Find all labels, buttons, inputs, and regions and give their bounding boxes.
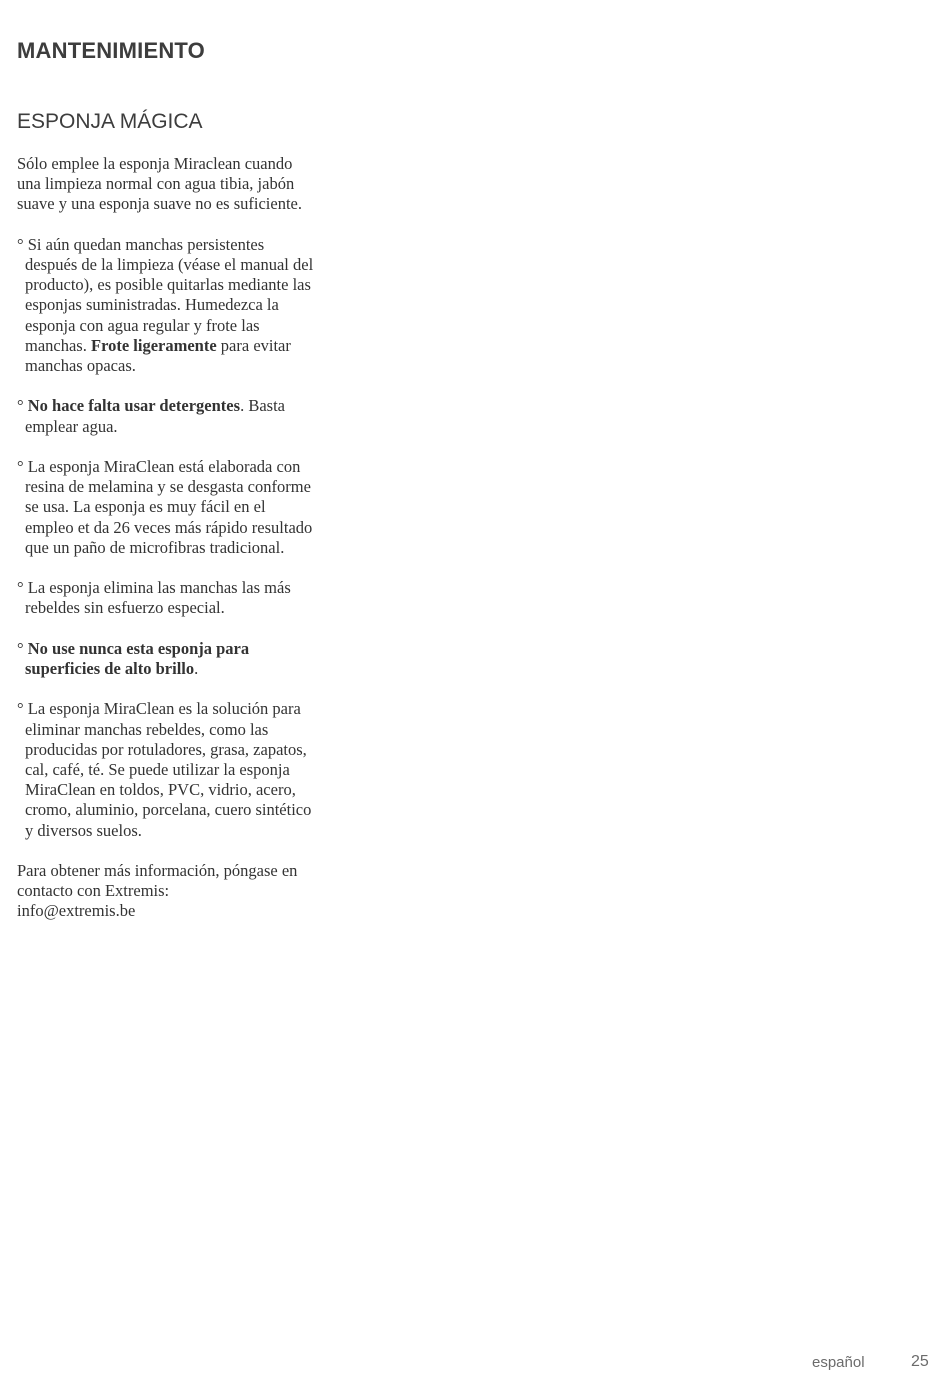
bullet-emphasis: No use nunca esta esponja para superficies de alto brillo [25,638,250,678]
bullet-marker: ° [17,638,24,658]
bullet-text: La esponja MiraClean es la solución para eliminar manchas rebeldes, como las producidas por rotuladores, grasa, zapatos, cal, café, té. Se puede utilizar la esponja MiraClean en toldos, PVC, vidrio, acero, cromo, aluminio, porcelana, cuero sintético y diversos suelos. [25,699,312,840]
subsection-title: ESPONJA MÁGICA [17,110,203,133]
bullet-text: Si aún quedan manchas persistentes después de la limpieza (véase el manual del producto), es posible quitarlas mediante las esponjas suministradas. Humedezca la esponja con agua regular y frote las manchas. [25,234,314,355]
bullet-marker: ° [17,699,24,719]
bullet-marker: ° [17,578,24,598]
bullet-item-persistent-stains [17,235,317,376]
bullet-emphasis: No hace falta usar detergentes [27,396,241,416]
page-number: 25 [911,1353,929,1370]
bullet-text: . Basta emplear agua. [25,396,285,436]
bullet-item-no-detergents [17,396,317,436]
bullet-text: La esponja elimina las manchas las más rebeldes sin esfuerzo especial. [25,578,291,618]
bullet-item-effortless [17,578,317,618]
intro-paragraph: Sólo emplee la esponja Miraclean cuando una limpieza normal con agua tibia, jabón suave y una esponja suave no es suficiente. [17,154,302,214]
contact-email: info@extremis.be [17,901,136,921]
bullet-marker: ° [17,396,24,416]
section-title: MANTENIMIENTO [17,38,205,63]
bullet-item-melamine [17,457,317,558]
footer-language: español [812,1354,865,1371]
bullet-emphasis: Frote ligeramente [90,335,217,355]
contact-text: Para obtener más información, póngase en contacto con Extremis: [17,861,298,901]
bullet-text: La esponja MiraClean está elaborada con resina de melamina y se desgasta conforme se usa. La esponja es muy fácil en el empleo et da 26 veces más rápido resultado que un paño de microfibras tradicional. [25,457,313,557]
bullet-text: . [194,659,199,678]
contact-paragraph [17,861,317,922]
bullet-marker: ° [17,234,24,254]
bullet-item-high-gloss-warning [17,639,317,679]
bullet-text-end: para evitar manchas opacas. [25,335,291,376]
bullet-item-surfaces [17,699,317,840]
bullet-marker: ° [17,457,24,476]
content-column [17,154,317,942]
